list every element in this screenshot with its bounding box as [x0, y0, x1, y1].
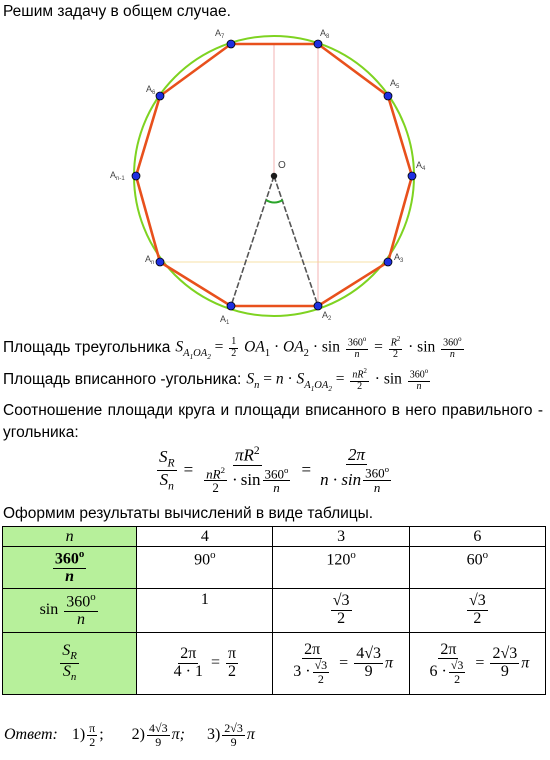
polygon-area-line	[3, 368, 432, 393]
triangle-area-formula: $S_{A_1OA_2}$ = $\frac{1}{2}$ $OA_1 \cdot OA_2 \cdot \sin$ $\frac{360^o}{n}$ = $\frac{R^2}{2}$ · sin $\frac{360^o}{n}$	[175, 336, 462, 361]
triangle-area-prefix: Площадь треугольника	[3, 339, 171, 357]
vertex-an-1	[132, 172, 140, 180]
cell-n-4: 4	[137, 527, 273, 547]
radius-oa2	[274, 176, 318, 306]
vertex-label-an-1: $A_{n-1}$	[110, 170, 125, 182]
vertex-a7	[227, 40, 235, 48]
vertex-label-a7: $A_7$	[215, 28, 225, 40]
vertex-label-a6: $A_6$	[146, 84, 156, 96]
row-header-sin: sin $\frac{360^o}{n}$	[3, 589, 137, 633]
vertex-label-a4: $A_4$	[416, 160, 426, 172]
cell-n-3: 3	[273, 527, 409, 547]
vertex-a5	[384, 92, 392, 100]
vertex-label-a2: $A_2$	[322, 310, 332, 322]
table-row-sin	[3, 589, 546, 633]
vertex-a6	[156, 92, 164, 100]
answer-label: Ответ:	[4, 726, 58, 744]
radius-oa1	[231, 176, 274, 306]
vertex-label-a8: $A_8$	[320, 28, 330, 40]
table-row-ratio	[3, 633, 546, 695]
table-intro: Оформим результаты вычислений в виде таблицы.	[3, 505, 374, 522]
table-row-angle	[3, 547, 546, 589]
vertex-a8	[314, 40, 322, 48]
cell-sin-1: 1	[137, 589, 273, 633]
vertex-a4	[408, 172, 416, 180]
ratio-formula: $\frac{S_R}{S_n}$ = $\pi R^2$ $\frac{nR^2}{2}$ · sin $\frac{360^o}{n}$ = 2π n · sin $\frac{360^o}{n}$	[159, 444, 390, 496]
row-header-ratio: $\frac{S_R}{S_n}$	[3, 633, 137, 695]
cell-angle-60: 60$^o$	[409, 547, 545, 589]
polygon-area-prefix: Площадь вписанного -угольника:	[3, 371, 242, 389]
vertex-a3	[384, 258, 392, 266]
triangle-area-line	[3, 336, 466, 361]
cell-angle-90: 90$^o$	[137, 547, 273, 589]
cell-ratio-6: 2π 6 · $\frac{√3}{2}$ = $\frac{2√3}{9}$ π	[409, 633, 545, 695]
center-point	[271, 173, 277, 179]
cell-ratio-4: $\frac{2\pi}{4 \cdot 1}$ = $\frac{\pi}{2}$	[137, 633, 273, 695]
vertex-a1	[227, 302, 235, 310]
vertex-label-a3: $A_3$	[394, 252, 404, 264]
ratio-text: Соотношение площади круга и площади вписанного в него правильного - угольника:	[3, 402, 543, 441]
vertex-label-a5: $A_5$	[390, 78, 400, 90]
cell-sin-6: $\frac{√3}{2}$	[409, 589, 545, 633]
center-label: O	[278, 160, 286, 171]
vertex-a2	[314, 302, 322, 310]
angle-arc	[266, 200, 283, 203]
vertex-an	[156, 258, 164, 266]
row-header-n: n	[3, 527, 137, 547]
answer-line: Ответ: 1) $\frac{\pi}{2}$ ; 2) $\frac{4√3}{9}$ π; 3) $\frac{2√3}{9}$ π	[4, 721, 255, 749]
polygon-area-formula: $S_n = n \cdot S_{A_1OA_2}$ = $\frac{nR^2}{2}$ · sin $\frac{360^o}{n}$	[246, 368, 429, 393]
row-header-angle: $\frac{360^o}{n}$	[3, 547, 137, 589]
results-table	[2, 526, 546, 695]
cell-angle-120: 120$^o$	[273, 547, 409, 589]
vertex-label-a1: $A_1$	[220, 314, 230, 326]
heading: Решим задачу в общем случае.	[3, 3, 231, 20]
cell-n-6: 6	[409, 527, 545, 547]
polygon-figure	[0, 0, 550, 340]
cell-sin-3: $\frac{√3}{2}$	[273, 589, 409, 633]
cell-ratio-3: 2π 3 · $\frac{√3}{2}$ = $\frac{4√3}{9}$ π	[273, 633, 409, 695]
table-row-n	[3, 527, 546, 547]
vertex-label-an: $A_n$	[145, 254, 155, 266]
